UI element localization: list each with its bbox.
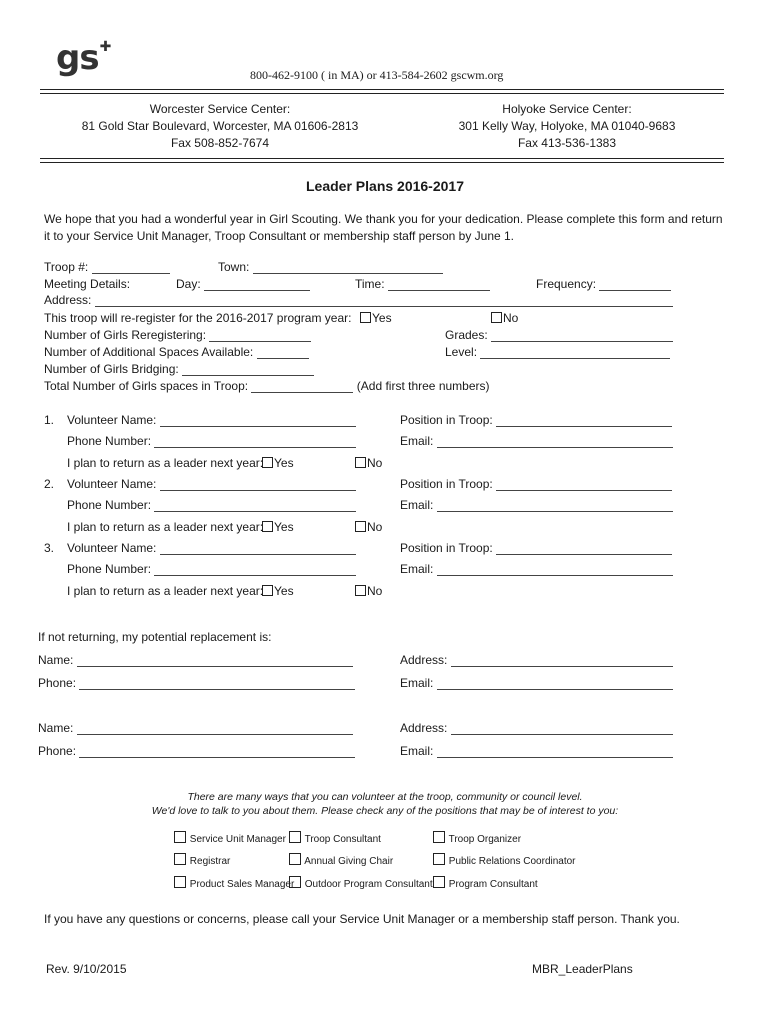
replacement-1-address[interactable]: Address: xyxy=(400,653,673,667)
volunteer-position-field[interactable]: Position in Troop: xyxy=(400,477,672,491)
volunteer-name-field[interactable]: Volunteer Name: xyxy=(67,541,356,555)
replacement-1-phone[interactable]: Phone: xyxy=(38,676,355,690)
girls-reregistering-field[interactable]: Number of Girls Reregistering: xyxy=(44,328,311,342)
total-girls-field[interactable]: Total Number of Girls spaces in Troop: (Add first three numbers) xyxy=(44,379,490,393)
replacement-heading: If not returning, my potential replacement is: xyxy=(38,630,272,644)
volunteer-return-no[interactable]: No xyxy=(355,456,382,470)
interest-option[interactable]: Outdoor Program Consultant xyxy=(289,876,433,890)
volunteer-return-yes[interactable]: Yes xyxy=(262,584,294,598)
day-field[interactable]: Day: xyxy=(176,277,310,291)
volunteer-phone-field[interactable]: Phone Number: xyxy=(67,434,356,448)
checkbox-icon[interactable] xyxy=(355,585,366,596)
interest-option[interactable]: Annual Giving Chair xyxy=(289,853,393,867)
checkbox-icon[interactable] xyxy=(433,876,445,888)
volunteer-return-question: I plan to return as a leader next year: xyxy=(67,456,264,470)
gs-logo: gs✚ xyxy=(56,38,111,78)
meeting-details-label: Meeting Details: xyxy=(44,277,131,291)
checkbox-icon[interactable] xyxy=(174,831,186,843)
reregister-question: This troop will re-register for the 2016-2017 program year: xyxy=(44,311,352,325)
worcester-address: 81 Gold Star Boulevard, Worcester, MA 01606-2813 xyxy=(81,119,359,133)
volunteer-email-field[interactable]: Email: xyxy=(400,498,673,512)
volunteer-email-field[interactable]: Email: xyxy=(400,434,673,448)
grades-field[interactable]: Grades: xyxy=(445,328,673,342)
replacement-2-address[interactable]: Address: xyxy=(400,721,673,735)
trefoil-icon: ✚ xyxy=(99,39,111,55)
volunteer-name-field[interactable]: Volunteer Name: xyxy=(67,477,356,491)
reregister-yes[interactable]: Yes xyxy=(360,311,392,325)
volunteer-return-yes[interactable]: Yes xyxy=(262,520,294,534)
checkbox-icon[interactable] xyxy=(174,876,186,888)
checkbox-icon[interactable] xyxy=(433,831,445,843)
interest-option[interactable]: Service Unit Manager xyxy=(174,831,286,845)
volunteer-position-field[interactable]: Position in Troop: xyxy=(400,413,672,427)
interest-option[interactable]: Public Relations Coordinator xyxy=(433,853,576,867)
girls-bridging-field[interactable]: Number of Girls Bridging: xyxy=(44,362,314,376)
closing-text: If you have any questions or concerns, please call your Service Unit Manager or a membership staff person. Thank you. xyxy=(44,912,680,926)
address-field[interactable]: Address: xyxy=(44,293,673,307)
town-field[interactable]: Town: xyxy=(218,260,443,274)
volunteer-name-field[interactable]: Volunteer Name: xyxy=(67,413,356,427)
volunteer-phone-field[interactable]: Phone Number: xyxy=(67,498,356,512)
time-field[interactable]: Time: xyxy=(355,277,490,291)
checkbox-icon[interactable] xyxy=(355,457,366,468)
replacement-2-email[interactable]: Email: xyxy=(400,744,673,758)
worcester-title: Worcester Service Center: xyxy=(149,102,291,116)
checkbox-icon[interactable] xyxy=(174,853,186,865)
checkbox-icon[interactable] xyxy=(360,312,371,323)
checkbox-icon[interactable] xyxy=(491,312,502,323)
worcester-center xyxy=(40,101,400,152)
intro-text: We hope that you had a wonderful year in Girl Scouting. We thank you for your dedication. Please complete this form and return it to your Service Unit Manager, Troop Consultant or membership staff person by June 1. xyxy=(44,212,723,243)
replacement-1-name[interactable]: Name: xyxy=(38,653,353,667)
level-field[interactable]: Level: xyxy=(445,345,670,359)
worcester-fax: Fax 508-852-7674 xyxy=(170,136,270,150)
interest-option[interactable]: Registrar xyxy=(174,853,230,867)
checkbox-icon[interactable] xyxy=(289,876,301,888)
volunteer-phone-field[interactable]: Phone Number: xyxy=(67,562,356,576)
replacement-2-phone[interactable]: Phone: xyxy=(38,744,355,758)
interest-option[interactable]: Troop Organizer xyxy=(433,831,521,845)
volunteer-return-no[interactable]: No xyxy=(355,584,382,598)
checkbox-icon[interactable] xyxy=(262,457,273,468)
volunteer-return-question: I plan to return as a leader next year: xyxy=(67,520,264,534)
replacement-1-email[interactable]: Email: xyxy=(400,676,673,690)
interest-option[interactable]: Product Sales Manager xyxy=(174,876,294,890)
interest-text: There are many ways that you can volunteer at the troop, community or council level. We'd love to talk to you about them. Please check any of the positions that may be of interest to you: xyxy=(151,791,619,817)
holyoke-fax: Fax 413-536-1383 xyxy=(517,136,617,150)
reregister-no[interactable]: No xyxy=(491,311,518,325)
holyoke-title: Holyoke Service Center: xyxy=(502,102,632,116)
troop-number-field[interactable]: Troop #: xyxy=(44,260,170,274)
interest-option[interactable]: Program Consultant xyxy=(433,876,538,890)
checkbox-icon[interactable] xyxy=(355,521,366,532)
replacement-2-name[interactable]: Name: xyxy=(38,721,353,735)
page-title: Leader Plans 2016-2017 xyxy=(306,178,464,194)
holyoke-address: 301 Kelly Way, Holyoke, MA 01040-9683 xyxy=(458,119,676,133)
revision-date: Rev. 9/10/2015 xyxy=(46,962,127,976)
holyoke-center xyxy=(400,101,734,152)
checkbox-icon[interactable] xyxy=(289,831,301,843)
checkbox-icon[interactable] xyxy=(433,853,445,865)
checkbox-icon[interactable] xyxy=(262,585,273,596)
volunteer-email-field[interactable]: Email: xyxy=(400,562,673,576)
interest-option[interactable]: Troop Consultant xyxy=(289,831,381,845)
volunteer-number: 2. xyxy=(44,477,55,491)
checkbox-icon[interactable] xyxy=(289,853,301,865)
contact-info: 800-462-9100 ( in MA) or 413-584-2602 gscwm.org xyxy=(250,68,504,82)
volunteer-return-no[interactable]: No xyxy=(355,520,382,534)
form-code: MBR_LeaderPlans xyxy=(532,962,633,976)
volunteer-number: 3. xyxy=(44,541,55,555)
volunteer-return-yes[interactable]: Yes xyxy=(262,456,294,470)
additional-spaces-field[interactable]: Number of Additional Spaces Available: xyxy=(44,345,309,359)
volunteer-return-question: I plan to return as a leader next year: xyxy=(67,584,264,598)
frequency-field[interactable]: Frequency: xyxy=(536,277,671,291)
volunteer-number: 1. xyxy=(44,413,55,427)
checkbox-icon[interactable] xyxy=(262,521,273,532)
volunteer-position-field[interactable]: Position in Troop: xyxy=(400,541,672,555)
